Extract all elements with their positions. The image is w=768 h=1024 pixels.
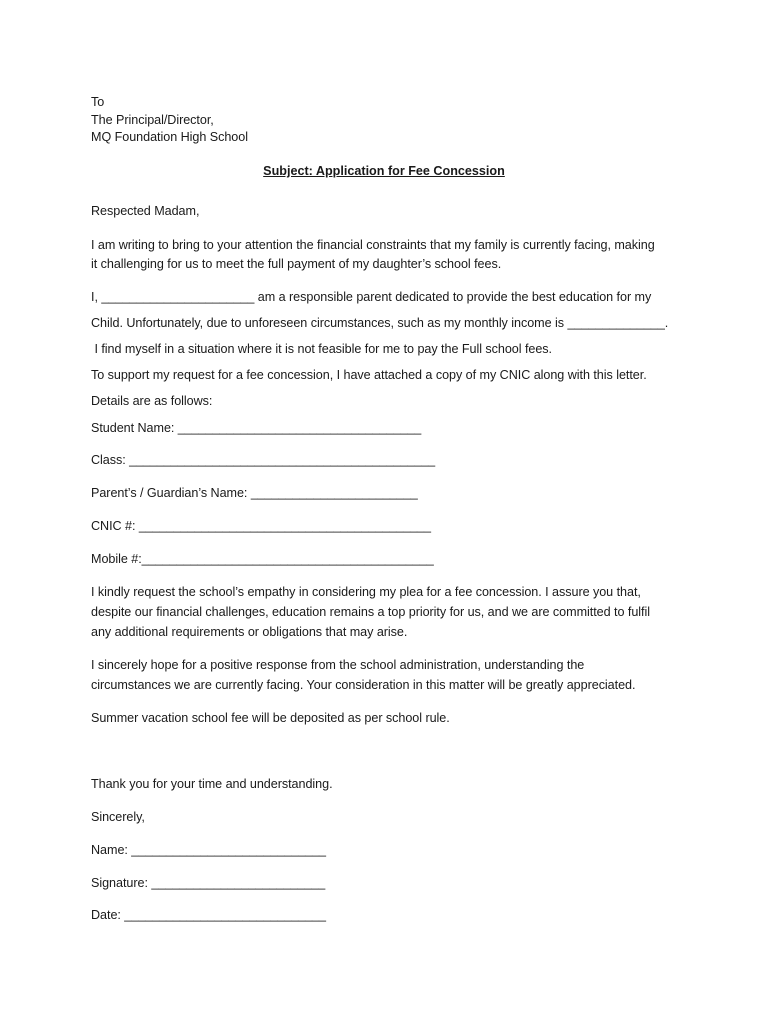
name-field: Name: ____________________________ xyxy=(91,843,327,857)
plea-line-1: I kindly request the school’s empathy in considering my plea for a fee concession. I assure you that, xyxy=(91,585,641,599)
date-field: Date: _____________________________ xyxy=(91,908,326,922)
guardian-name-field: Parent’s / Guardian’s Name: ________________________ xyxy=(91,486,418,500)
recipient-title: The Principal/Director, xyxy=(91,113,214,127)
class-field: Class: ____________________________________________ xyxy=(91,453,436,467)
plea-line-3: any additional requirements or obligations that may arise. xyxy=(91,625,408,639)
signature-field: Signature: _________________________ xyxy=(91,876,326,890)
body-line-1: I, ______________________ am a responsible parent dedicated to provide the best education for my xyxy=(91,290,652,304)
body-line-2: Child. Unfortunately, due to unforeseen circumstances, such as my monthly income is ______________. xyxy=(91,316,669,330)
intro-line-2: it challenging for us to meet the full payment of my daughter’s school fees. xyxy=(91,257,502,271)
body-line-4: To support my request for a fee concession, I have attached a copy of my CNIC along with this letter. xyxy=(91,368,647,382)
recipient-school: MQ Foundation High School xyxy=(91,130,248,144)
hope-line-1: I sincerely hope for a positive response from the school administration, understanding the xyxy=(91,658,585,672)
plea-line-2: despite our financial challenges, education remains a top priority for us, and we are committed to fulfil xyxy=(91,605,650,619)
mobile-field: Mobile #:__________________________________________ xyxy=(91,552,434,566)
vacation-note: Summer vacation school fee will be deposited as per school rule. xyxy=(91,711,450,725)
intro-line-1: I am writing to bring to your attention the financial constraints that my family is currently facing, making xyxy=(91,238,655,252)
body-line-3: I find myself in a situation where it is not feasible for me to pay the Full school fees. xyxy=(91,342,552,356)
salutation: Respected Madam, xyxy=(91,204,200,218)
student-name-field: Student Name: ___________________________________ xyxy=(91,421,422,435)
recipient-to: To xyxy=(91,95,105,109)
thanks-line: Thank you for your time and understanding. xyxy=(91,777,333,791)
subject-heading: Subject: Application for Fee Concession xyxy=(263,164,505,178)
hope-line-2: circumstances we are currently facing. Your consideration in this matter will be greatly appreciated. xyxy=(91,678,636,692)
cnic-field: CNIC #: __________________________________________ xyxy=(91,519,431,533)
closing: Sincerely, xyxy=(91,810,145,824)
body-line-5: Details are as follows: xyxy=(91,394,213,408)
